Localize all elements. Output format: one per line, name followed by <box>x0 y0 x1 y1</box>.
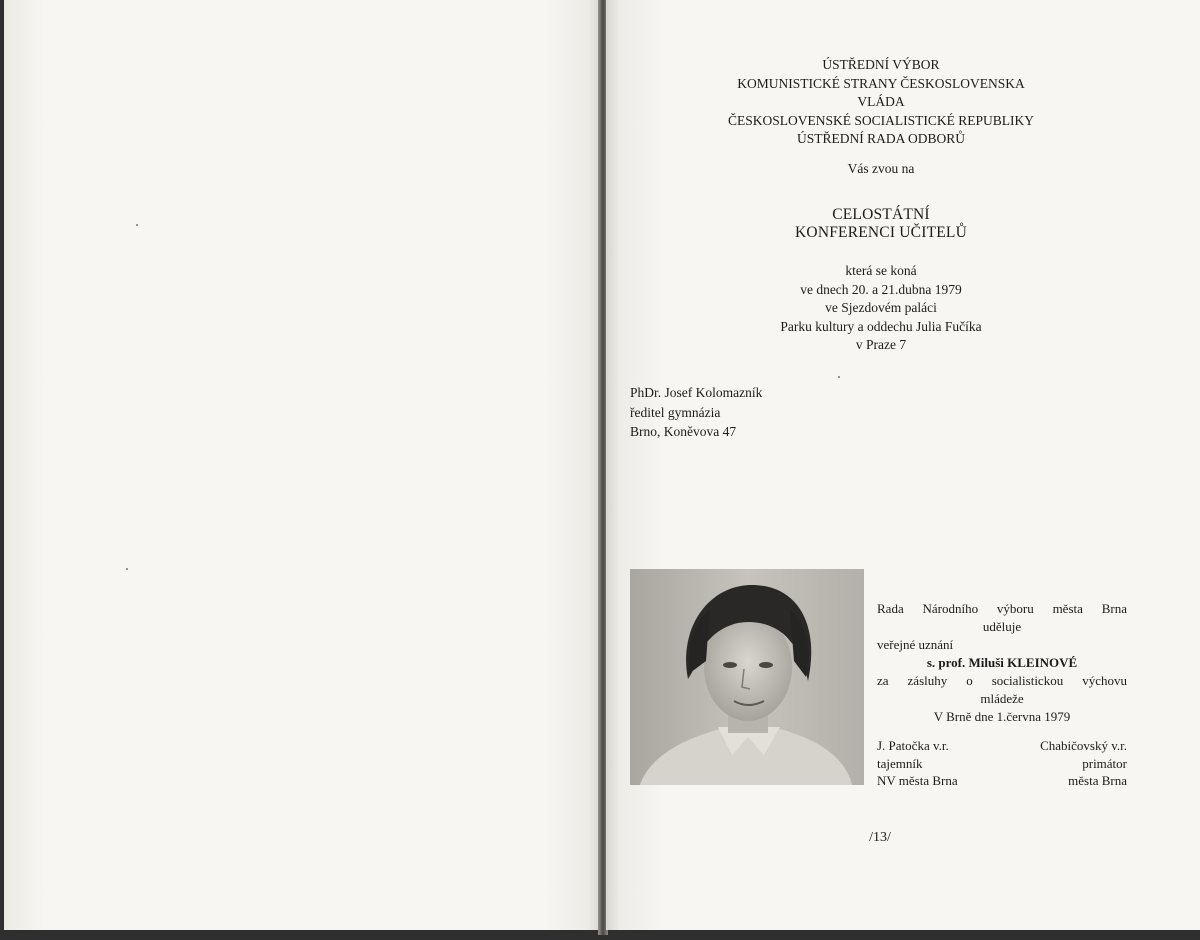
award-word: za <box>877 673 889 688</box>
addressee-position: ředitel gymnázia <box>630 404 721 420</box>
paper-speck <box>126 568 128 570</box>
paper-speck <box>838 376 840 378</box>
award-line-youth: mládeže <box>980 691 1024 706</box>
header-line: ÚSTŘEDNÍ RADA ODBORŮ <box>796 131 965 146</box>
award-date: V Brně dne 1.června 1979 <box>933 709 1071 724</box>
award-line-merits <box>877 672 1127 690</box>
award-text <box>877 600 1127 726</box>
award-word: Brna <box>1101 601 1127 616</box>
issuing-bodies <box>676 56 1086 149</box>
addressee-block <box>630 383 762 442</box>
header-line: VLÁDA <box>857 94 905 109</box>
conference-title <box>676 206 1086 242</box>
signature-org: města Brna <box>1068 773 1127 788</box>
signature-title: primátor <box>1082 755 1127 771</box>
header-line: ČESKOSLOVENSKÉ SOCIALISTICKÉ REPUBLIKY <box>727 112 1034 128</box>
paper-speck <box>136 224 138 226</box>
portrait-image <box>630 569 864 785</box>
portrait-photo <box>630 569 864 785</box>
signature-name: J. Patočka v.r. <box>877 738 949 753</box>
signatures-block <box>877 737 1127 790</box>
award-word: zásluhy <box>907 673 948 688</box>
addressee-street: Brno, Koněvova 47 <box>630 424 737 439</box>
header-line: ÚSTŘEDNÍ VÝBOR <box>822 57 940 72</box>
conference-title-line: KONFERENCI UČITELŮ <box>795 224 967 241</box>
signature-secretary <box>877 737 958 790</box>
award-word: o <box>966 673 973 688</box>
award-word: výchovu <box>1082 673 1127 688</box>
award-line-council <box>877 600 1127 618</box>
signature-org: NV města Brna <box>877 773 958 788</box>
invite-text: Vás zvou na <box>847 161 915 176</box>
conference-title-line: CELOSTÁTNÍ <box>832 206 930 223</box>
award-word: Rada <box>877 601 904 616</box>
signature-title: tajemník <box>877 755 923 771</box>
details-line: ve Sjezdovém paláci <box>825 300 937 315</box>
award-word: výboru <box>996 601 1034 616</box>
details-line: ve dnech 20. a 21.dubna 1979 <box>800 281 962 297</box>
award-word: Národního <box>922 601 979 616</box>
details-line: v Praze 7 <box>855 337 907 352</box>
award-line-recognition: veřejné uznání <box>877 637 954 652</box>
award-recipient: s. prof. Miluši KLEINOVÉ <box>926 655 1078 670</box>
signature-name: Chabičovský v.r. <box>1040 738 1127 753</box>
award-line-grants: uděluje <box>982 619 1022 634</box>
left-page-blank <box>4 0 600 930</box>
details-line: Parku kultury a oddechu Julia Fučíka <box>780 318 982 334</box>
addressee-name: PhDr. Josef Kolomazník <box>630 385 763 400</box>
conference-details <box>676 262 1086 355</box>
page-number: /13/ <box>869 830 891 845</box>
header-line: KOMUNISTICKÉ STRANY ČESKOSLOVENSKA <box>737 75 1025 91</box>
award-word: socialistickou <box>991 673 1064 688</box>
signature-mayor <box>1040 737 1127 790</box>
award-word: města <box>1052 601 1083 616</box>
details-line: která se koná <box>845 263 917 278</box>
